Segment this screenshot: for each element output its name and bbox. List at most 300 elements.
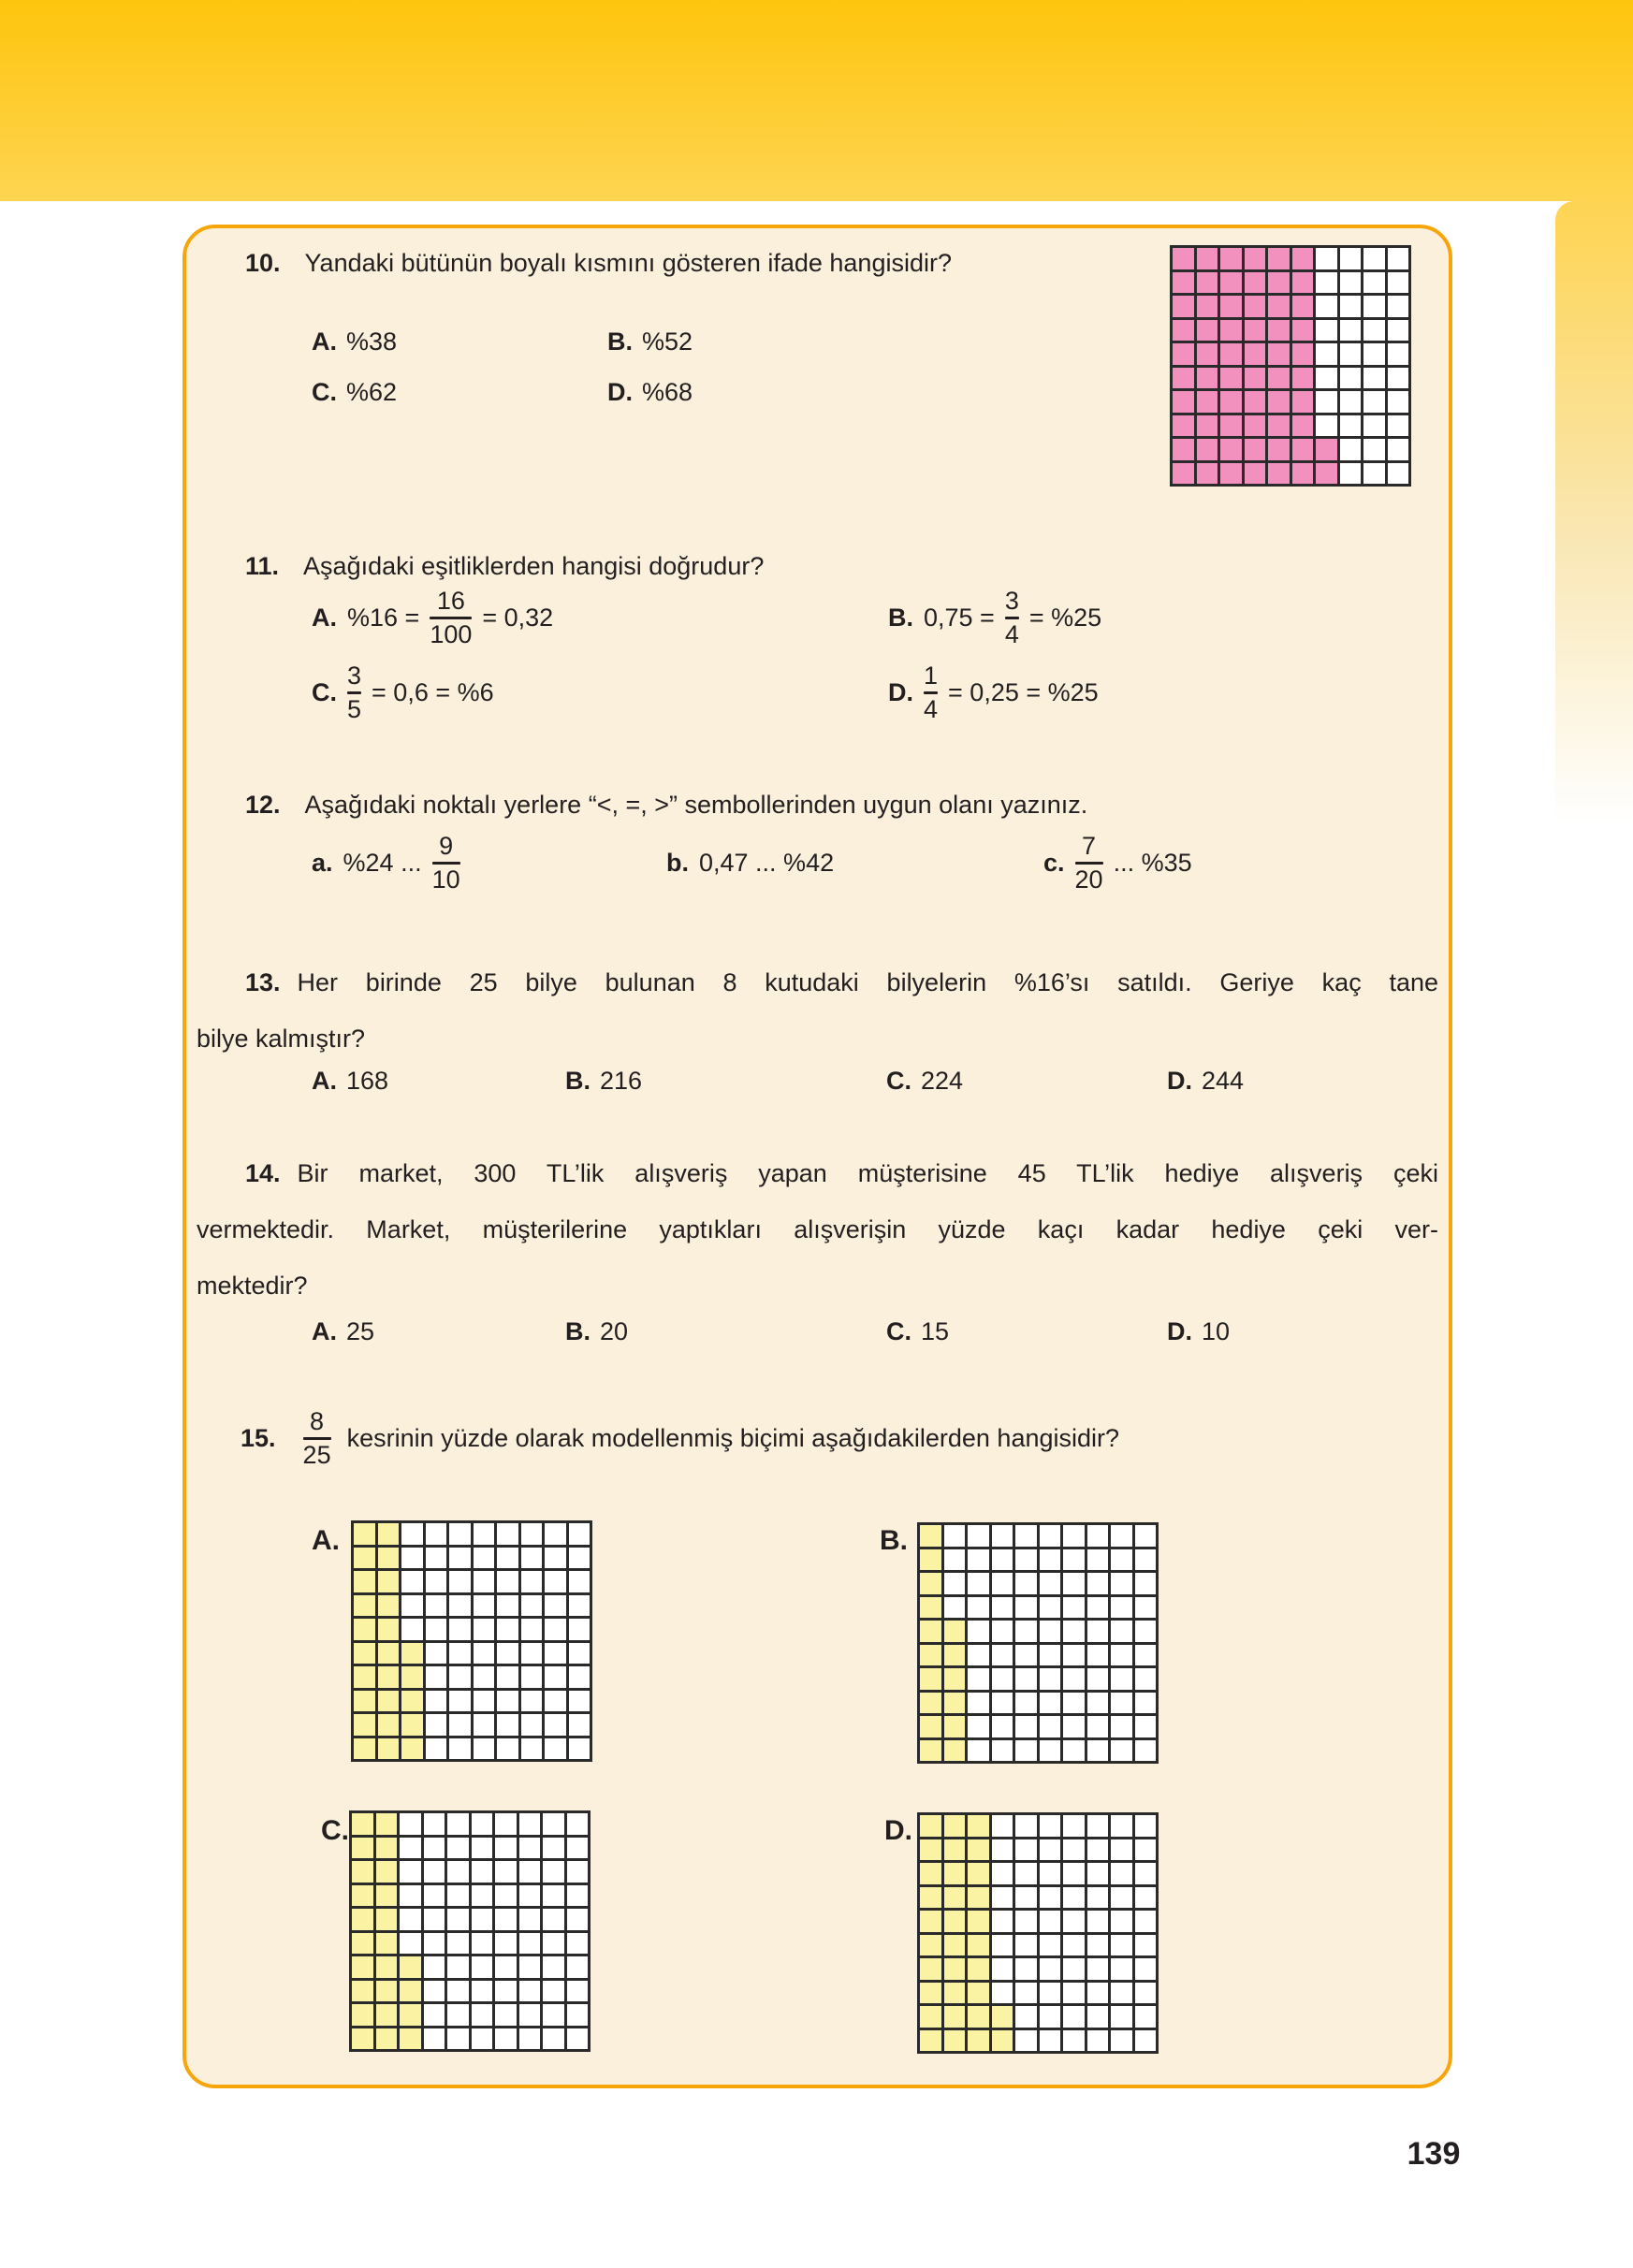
grid-cell xyxy=(569,1691,591,1712)
grid-cell-shaded xyxy=(1245,272,1266,294)
q12-item-b: b. 0,47 ... %42 xyxy=(666,848,835,877)
grid-cell xyxy=(521,1619,543,1640)
grid-cell-shaded xyxy=(992,2006,1013,2028)
q13-number: 13. xyxy=(245,968,281,996)
grid-cell xyxy=(519,1909,541,1930)
grid-cell xyxy=(1111,1549,1132,1571)
grid-cell xyxy=(992,1668,1013,1690)
grid-cell xyxy=(543,1838,564,1859)
grid-cell xyxy=(968,1693,989,1714)
grid-cell-shaded xyxy=(944,1716,966,1737)
grid-cell xyxy=(472,1933,493,1955)
grid-cell xyxy=(543,2028,564,2050)
grid-cell xyxy=(519,1838,541,1859)
grid-cell xyxy=(569,1643,591,1665)
grid-cell xyxy=(1040,1549,1061,1571)
grid-cell xyxy=(569,1738,591,1760)
fraction-bar xyxy=(430,617,472,619)
grid-cell xyxy=(449,1738,471,1760)
grid-cell-shaded xyxy=(1268,343,1290,365)
grid-cell xyxy=(1135,1863,1157,1884)
grid-cell xyxy=(1111,1668,1132,1690)
grid-cell xyxy=(992,1693,1013,1714)
grid-cell xyxy=(1015,1815,1037,1837)
grid-cell xyxy=(1316,343,1337,365)
grid-cell-shaded xyxy=(376,1956,398,1978)
grid-cell xyxy=(1111,1911,1132,1932)
grid-cell xyxy=(400,1861,421,1883)
grid-cell-shaded xyxy=(1292,296,1314,317)
grid-cell xyxy=(992,1525,1013,1547)
grid-cell xyxy=(497,1523,518,1545)
fraction: $\frac{3}{4}$ xyxy=(1004,587,1019,648)
grid-cell xyxy=(426,1691,447,1712)
grid-cell xyxy=(521,1691,543,1712)
q10-option-a: A. %38 xyxy=(312,327,398,356)
grid-cell-shaded xyxy=(376,1909,398,1930)
grid-cell-shaded xyxy=(354,1571,375,1592)
grid-cell-shaded xyxy=(400,1981,421,2002)
grid-cell-shaded xyxy=(944,1983,966,2004)
grid-cell-shaded xyxy=(944,1693,966,1714)
grid-cell xyxy=(1015,1740,1037,1762)
grid-cell xyxy=(545,1571,566,1592)
grid-cell-shaded xyxy=(352,2004,373,2026)
grid-cell xyxy=(1040,1863,1061,1884)
grid-cell xyxy=(545,1714,566,1736)
grid-cell-shaded xyxy=(1316,439,1337,460)
grid-cell-shaded xyxy=(920,2006,941,2028)
grid-cell xyxy=(424,2028,445,2050)
q12-text: Aşağıdaki noktalı yerlere “<, =, >” sembollerinden uygun olanı yazınız. xyxy=(304,791,1088,819)
grid-cell-shaded xyxy=(376,1838,398,1859)
grid-cell xyxy=(1363,248,1385,269)
grid-cell-shaded xyxy=(1292,272,1314,294)
grid-cell xyxy=(567,1861,589,1883)
grid-cell xyxy=(545,1738,566,1760)
grid-cell xyxy=(426,1595,447,1617)
grid-cell xyxy=(1135,1887,1157,1909)
grid-cell xyxy=(567,1813,589,1835)
grid-cell-shaded xyxy=(1220,296,1242,317)
q11-equation-c: C. $\frac{3}{5}$ = 0,6 = %6 xyxy=(312,662,494,723)
grid-cell xyxy=(521,1523,543,1545)
grid-cell xyxy=(992,1716,1013,1737)
grid-cell xyxy=(474,1571,495,1592)
grid-cell xyxy=(992,1935,1013,1956)
grid-cell xyxy=(449,1523,471,1545)
grid-cell-shaded xyxy=(378,1619,400,1640)
grid-cell-shaded xyxy=(920,1597,941,1619)
grid-cell xyxy=(1015,1958,1037,1980)
grid-cell-shaded xyxy=(354,1619,375,1640)
grid-cell xyxy=(1015,1911,1037,1932)
grid-cell-shaded xyxy=(920,1549,941,1571)
grid-cell xyxy=(545,1523,566,1545)
q13-option-c: C. 224 xyxy=(886,1067,964,1095)
grid-cell xyxy=(1040,1573,1061,1594)
grid-cell xyxy=(497,1714,518,1736)
grid-cell xyxy=(1063,1716,1085,1737)
grid-cell xyxy=(1340,368,1362,389)
grid-cell xyxy=(1015,1573,1037,1594)
fraction: $\frac{7}{20}$ xyxy=(1074,832,1103,894)
grid-cell xyxy=(1111,1815,1132,1837)
grid-cell xyxy=(992,1911,1013,1932)
q10-option-c: C. %62 xyxy=(312,378,398,406)
grid-cell xyxy=(992,1645,1013,1666)
grid-cell xyxy=(447,2004,469,2026)
q13-option-b: B. 216 xyxy=(565,1067,643,1095)
grid-cell xyxy=(519,1981,541,2002)
grid-cell xyxy=(426,1666,447,1688)
grid-cell xyxy=(1087,1716,1109,1737)
q15-grid-a xyxy=(351,1520,592,1762)
q15-grid-b xyxy=(917,1522,1159,1764)
grid-cell xyxy=(424,1956,445,1978)
grid-cell xyxy=(1111,1740,1132,1762)
grid-cell xyxy=(497,1548,518,1569)
grid-cell-shaded xyxy=(920,1911,941,1932)
grid-cell xyxy=(426,1548,447,1569)
grid-cell xyxy=(992,1983,1013,2004)
grid-cell xyxy=(472,1885,493,1907)
grid-cell-shaded xyxy=(352,1861,373,1883)
grid-cell-shaded xyxy=(968,1887,989,1909)
grid-cell-shaded xyxy=(378,1666,400,1688)
q14-line-2: vermektedir. Market, müşterilerine yaptıkları alışverişin yüzde kaçı kadar hediye çeki ver- xyxy=(197,1215,1438,1243)
grid-cell xyxy=(1340,272,1362,294)
grid-cell-shaded xyxy=(944,1740,966,1762)
grid-cell xyxy=(497,1571,518,1592)
grid-cell xyxy=(569,1523,591,1545)
grid-cell xyxy=(567,1981,589,2002)
grid-cell-shaded xyxy=(378,1691,400,1712)
grid-cell xyxy=(1135,1935,1157,1956)
grid-cell xyxy=(521,1738,543,1760)
q13-line-1: 13. Her birinde 25 bilye bulunan 8 kutudaki bilyelerin %16’sı satıldı. Geriye kaç tane xyxy=(245,968,1438,996)
grid-cell xyxy=(521,1666,543,1688)
grid-cell xyxy=(1063,1911,1085,1932)
grid-cell xyxy=(1363,391,1385,413)
grid-cell xyxy=(401,1523,423,1545)
q15-text: kesrinin yüzde olarak modellenmiş biçimi aşağıdakilerden hangisidir? xyxy=(346,1423,1120,1452)
grid-cell xyxy=(1015,1597,1037,1619)
grid-cell xyxy=(944,1525,966,1547)
grid-cell-shaded xyxy=(992,2030,1013,2052)
grid-cell xyxy=(1316,248,1337,269)
q11-number: 11. xyxy=(245,552,280,580)
grid-cell xyxy=(1363,439,1385,460)
fraction: $\frac{1}{4}$ xyxy=(924,662,939,723)
grid-cell xyxy=(474,1643,495,1665)
grid-cell-shaded xyxy=(1292,343,1314,365)
grid-cell xyxy=(1135,1525,1157,1547)
grid-cell xyxy=(1135,1911,1157,1932)
grid-cell xyxy=(1063,1887,1085,1909)
grid-cell xyxy=(569,1548,591,1569)
grid-cell xyxy=(1340,391,1362,413)
grid-cell-shaded xyxy=(920,1839,941,1861)
grid-cell-shaded xyxy=(400,2004,421,2026)
grid-cell-shaded xyxy=(400,1956,421,1978)
q14-number: 14. xyxy=(245,1159,281,1187)
grid-cell xyxy=(1015,2006,1037,2028)
q12-item-c: c. $\frac{7}{20}$ ... %35 xyxy=(1043,832,1192,894)
grid-cell xyxy=(992,1863,1013,1884)
q14-option-c: C. 15 xyxy=(886,1317,950,1345)
grid-cell xyxy=(474,1714,495,1736)
grid-cell-shaded xyxy=(352,1885,373,1907)
grid-cell xyxy=(472,1981,493,2002)
grid-cell-shaded xyxy=(944,1839,966,1861)
grid-cell xyxy=(1040,1958,1061,1980)
fraction-bar xyxy=(1005,617,1019,619)
grid-cell xyxy=(545,1548,566,1569)
grid-cell-shaded xyxy=(1220,463,1242,485)
grid-cell xyxy=(424,1909,445,1930)
q15-stem xyxy=(241,1401,1119,1476)
grid-cell-shaded xyxy=(1197,296,1218,317)
grid-cell xyxy=(1111,1525,1132,1547)
grid-cell-shaded xyxy=(1268,320,1290,342)
grid-cell xyxy=(1135,1958,1157,1980)
q15-grid-b-label: B. xyxy=(880,1525,908,1556)
grid-cell xyxy=(968,1716,989,1737)
grid-cell xyxy=(519,2004,541,2026)
grid-cell xyxy=(449,1571,471,1592)
grid-cell-shaded xyxy=(354,1738,375,1760)
grid-cell xyxy=(1087,1525,1109,1547)
grid-cell xyxy=(1111,2006,1132,2028)
grid-cell xyxy=(1340,439,1362,460)
grid-cell-shaded xyxy=(944,1958,966,1980)
grid-cell-shaded xyxy=(1245,248,1266,269)
right-gradient-strip xyxy=(1555,201,1633,823)
grid-cell xyxy=(424,1981,445,2002)
grid-cell xyxy=(968,1668,989,1690)
grid-cell-shaded xyxy=(968,1815,989,1837)
grid-cell xyxy=(1111,2030,1132,2052)
q13-paragraph xyxy=(197,954,1438,1067)
grid-cell xyxy=(1063,1621,1085,1642)
q15-grid-d xyxy=(917,1812,1159,2054)
grid-cell xyxy=(1040,1740,1061,1762)
grid-cell-shaded xyxy=(376,1813,398,1835)
grid-cell xyxy=(1015,1983,1037,2004)
grid-cell-shaded xyxy=(1173,272,1194,294)
grid-cell-shaded xyxy=(920,1693,941,1714)
grid-cell xyxy=(447,1885,469,1907)
q14-line-1: 14. Bir market, 300 TL’lik alışveriş yapan müşterisine 45 TL’lik hediye alışveriş çeki xyxy=(245,1159,1438,1187)
fraction: $\frac{16}{100}$ xyxy=(430,587,473,648)
grid-cell-shaded xyxy=(1245,463,1266,485)
grid-cell xyxy=(495,1909,517,1930)
grid-cell-shaded xyxy=(378,1643,400,1665)
grid-cell-shaded xyxy=(944,1668,966,1690)
grid-cell xyxy=(1111,1573,1132,1594)
grid-cell-shaded xyxy=(968,1911,989,1932)
grid-cell xyxy=(1063,1983,1085,2004)
grid-cell-shaded xyxy=(1197,272,1218,294)
grid-cell xyxy=(424,1838,445,1859)
q11-equation-d: D. $\frac{1}{4}$ = 0,25 = %25 xyxy=(888,662,1099,723)
grid-cell xyxy=(1388,343,1409,365)
grid-cell xyxy=(992,1621,1013,1642)
grid-cell-shaded xyxy=(1220,272,1242,294)
grid-cell xyxy=(569,1619,591,1640)
grid-cell xyxy=(1388,463,1409,485)
grid-cell xyxy=(472,1838,493,1859)
grid-cell-shaded xyxy=(401,1691,423,1712)
q10-stem xyxy=(245,249,952,278)
grid-cell xyxy=(1316,391,1337,413)
grid-cell xyxy=(426,1714,447,1736)
grid-cell xyxy=(569,1714,591,1736)
grid-cell xyxy=(519,1861,541,1883)
grid-cell xyxy=(424,1813,445,1835)
grid-cell-shaded xyxy=(1197,439,1218,460)
fraction: $\frac{3}{5}$ xyxy=(347,662,362,723)
grid-cell-shaded xyxy=(1268,272,1290,294)
grid-cell-shaded xyxy=(352,1933,373,1955)
grid-cell-shaded xyxy=(376,2004,398,2026)
grid-cell xyxy=(1135,1573,1157,1594)
grid-cell xyxy=(1135,2006,1157,2028)
grid-cell xyxy=(1063,1740,1085,1762)
grid-cell xyxy=(1388,391,1409,413)
grid-cell xyxy=(1111,1621,1132,1642)
fraction-bar xyxy=(1075,862,1103,865)
page-sheet xyxy=(0,201,1555,2268)
grid-cell xyxy=(1063,2006,1085,2028)
q11-stem xyxy=(245,552,764,581)
grid-cell xyxy=(400,1838,421,1859)
grid-cell xyxy=(521,1643,543,1665)
grid-cell xyxy=(426,1619,447,1640)
grid-cell xyxy=(545,1619,566,1640)
grid-cell xyxy=(1040,1668,1061,1690)
grid-cell xyxy=(424,1933,445,1955)
grid-cell xyxy=(1040,1815,1061,1837)
q14-paragraph xyxy=(197,1145,1438,1314)
grid-cell xyxy=(992,1839,1013,1861)
grid-cell-shaded xyxy=(352,1956,373,1978)
q14-option-d: D. 10 xyxy=(1167,1317,1231,1345)
grid-cell xyxy=(1040,1911,1061,1932)
grid-cell xyxy=(472,1861,493,1883)
grid-cell xyxy=(519,1813,541,1835)
grid-cell xyxy=(567,1885,589,1907)
grid-cell-shaded xyxy=(1245,320,1266,342)
grid-cell-shaded xyxy=(352,1838,373,1859)
grid-cell xyxy=(567,1838,589,1859)
q11-equation-a: A. %16 = $\frac{16}{100}$ = 0,32 xyxy=(312,587,554,648)
grid-cell-shaded xyxy=(1173,439,1194,460)
grid-cell xyxy=(474,1738,495,1760)
grid-cell xyxy=(474,1548,495,1569)
grid-cell xyxy=(1135,1815,1157,1837)
grid-cell xyxy=(1340,296,1362,317)
grid-cell-shaded xyxy=(354,1714,375,1736)
grid-cell-shaded xyxy=(401,1738,423,1760)
grid-cell-shaded xyxy=(920,1645,941,1666)
grid-cell-shaded xyxy=(920,1958,941,1980)
grid-cell-shaded xyxy=(944,2030,966,2052)
grid-cell-shaded xyxy=(1197,415,1218,437)
grid-cell-shaded xyxy=(1173,320,1194,342)
grid-cell xyxy=(449,1691,471,1712)
grid-cell xyxy=(1388,248,1409,269)
grid-cell xyxy=(543,1933,564,1955)
grid-cell-shaded xyxy=(1245,343,1266,365)
grid-cell-shaded xyxy=(400,2028,421,2050)
grid-cell xyxy=(519,1956,541,1978)
grid-cell-shaded xyxy=(1292,248,1314,269)
grid-cell xyxy=(426,1523,447,1545)
grid-cell xyxy=(1087,1815,1109,1837)
grid-cell xyxy=(545,1595,566,1617)
grid-cell-shaded xyxy=(401,1643,423,1665)
grid-cell xyxy=(424,1861,445,1883)
grid-cell xyxy=(426,1571,447,1592)
grid-cell xyxy=(944,1549,966,1571)
grid-cell xyxy=(1040,1597,1061,1619)
grid-cell xyxy=(1087,2030,1109,2052)
grid-cell xyxy=(1015,1668,1037,1690)
grid-cell-shaded xyxy=(1220,415,1242,437)
grid-cell xyxy=(968,1597,989,1619)
grid-cell xyxy=(1111,1983,1132,2004)
grid-cell xyxy=(1087,1839,1109,1861)
grid-cell xyxy=(1388,296,1409,317)
grid-cell-shaded xyxy=(1220,439,1242,460)
grid-cell xyxy=(1135,2030,1157,2052)
grid-cell-shaded xyxy=(1173,343,1194,365)
grid-cell xyxy=(1040,1645,1061,1666)
grid-cell xyxy=(447,1861,469,1883)
grid-cell xyxy=(495,2028,517,2050)
grid-cell-shaded xyxy=(1173,391,1194,413)
grid-cell xyxy=(1087,1621,1109,1642)
grid-cell xyxy=(992,1549,1013,1571)
grid-cell-shaded xyxy=(968,2006,989,2028)
grid-cell xyxy=(449,1666,471,1688)
grid-cell xyxy=(1040,1716,1061,1737)
grid-cell-shaded xyxy=(944,1645,966,1666)
grid-cell xyxy=(944,1573,966,1594)
grid-cell xyxy=(401,1548,423,1569)
grid-cell xyxy=(495,1861,517,1883)
grid-cell xyxy=(1111,1863,1132,1884)
grid-cell xyxy=(1015,1839,1037,1861)
q10-option-d: D. %68 xyxy=(607,378,693,406)
grid-cell-shaded xyxy=(968,2030,989,2052)
grid-cell xyxy=(1087,1645,1109,1666)
grid-cell xyxy=(1015,1645,1037,1666)
grid-cell xyxy=(569,1666,591,1688)
grid-cell-shaded xyxy=(920,1573,941,1594)
grid-cell xyxy=(1015,1935,1037,1956)
grid-cell xyxy=(567,1909,589,1930)
grid-cell xyxy=(545,1691,566,1712)
grid-cell xyxy=(449,1548,471,1569)
grid-cell xyxy=(426,1738,447,1760)
grid-cell xyxy=(1087,1863,1109,1884)
q14-option-b: B. 20 xyxy=(565,1317,629,1345)
grid-cell xyxy=(495,1813,517,1835)
grid-cell xyxy=(447,1981,469,2002)
